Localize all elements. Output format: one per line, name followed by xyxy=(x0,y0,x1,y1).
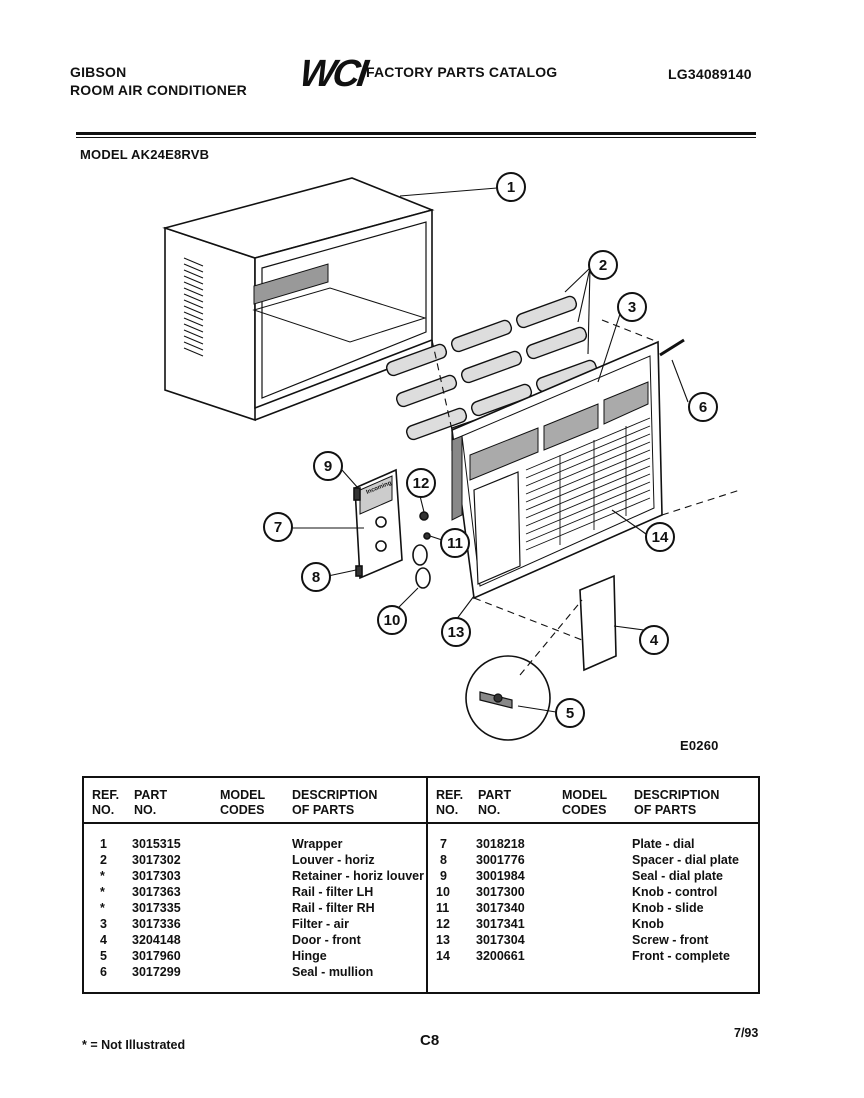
table-row-right: 9 xyxy=(440,869,447,883)
callout-14: 14 xyxy=(651,529,669,546)
header-desc-right: DESCRIPTION OF PARTS xyxy=(634,788,720,817)
part-description: Knob - control xyxy=(632,885,718,899)
wci-logo: WCI xyxy=(297,53,368,95)
callout-9: 9 xyxy=(323,458,333,475)
part-description: Plate - dial xyxy=(632,837,695,851)
part-description: Wrapper xyxy=(292,837,343,851)
hinge-detail-circle xyxy=(466,656,550,740)
table-row: * xyxy=(100,869,105,883)
table-row: 3 xyxy=(100,917,107,931)
catalog-title: FACTORY PARTS CATALOG xyxy=(366,64,558,80)
table-row-right: 10 xyxy=(436,885,450,899)
part-number: 3017304 xyxy=(476,933,525,947)
dial-plate-text: Incoming xyxy=(365,480,393,496)
part-number: 3015315 xyxy=(132,837,181,851)
header-part: PART NO. xyxy=(134,788,168,817)
callout-3: 3 xyxy=(627,299,637,316)
header-ref: REF. NO. xyxy=(92,788,120,817)
knob-control-drawing xyxy=(413,545,430,588)
mullion-seal-drawing xyxy=(660,340,684,355)
part-description: Seal - mullion xyxy=(292,965,374,979)
footnote: * = Not Illustrated xyxy=(82,1038,186,1052)
header-rule-bottom xyxy=(76,137,756,138)
catalog-number: LG34089140 xyxy=(668,66,752,82)
part-description: Retainer - horiz louver xyxy=(292,869,424,883)
part-number: 3017341 xyxy=(476,917,525,931)
part-description: Louver - horiz xyxy=(292,853,375,867)
callout-2: 2 xyxy=(598,257,608,274)
callout-4: 4 xyxy=(649,632,659,649)
table-row: * xyxy=(100,901,105,915)
page-number: C8 xyxy=(420,1032,440,1049)
model-line: MODEL AK24E8RVB xyxy=(80,147,210,162)
table-border-left xyxy=(82,776,84,994)
header-ref-right: REF. NO. xyxy=(436,788,464,817)
table-row: 1 xyxy=(100,837,107,851)
header-rule-top xyxy=(76,132,756,135)
door-drawing xyxy=(580,576,616,670)
table-row: 5 xyxy=(100,949,107,963)
table-row-right: 8 xyxy=(440,853,447,867)
figure-code: E0260 xyxy=(680,738,719,753)
part-description: Filter - air xyxy=(292,917,349,931)
part-number: 3204148 xyxy=(132,933,181,947)
header-part-right: PART NO. xyxy=(478,788,512,817)
callout-8: 8 xyxy=(311,569,321,586)
part-number: 3017300 xyxy=(476,885,525,899)
part-number: 3017299 xyxy=(132,965,181,979)
part-number: 3001776 xyxy=(476,853,525,867)
table-row: 6 xyxy=(100,965,107,979)
callout-1: 1 xyxy=(506,179,516,196)
part-description: Knob xyxy=(632,917,664,931)
header-model-right: MODEL CODES xyxy=(562,788,608,817)
callout-13: 13 xyxy=(447,624,465,641)
knob-11-drawing xyxy=(424,533,430,539)
part-number: 3017335 xyxy=(132,901,181,915)
exploded-parts-diagram xyxy=(0,160,864,780)
part-description: Hinge xyxy=(292,949,327,963)
wrapper-cabinet-drawing xyxy=(165,178,432,420)
callout-5: 5 xyxy=(565,705,575,722)
part-number: 3200661 xyxy=(476,949,525,963)
table-rule-header xyxy=(82,822,760,824)
callout-11: 11 xyxy=(447,535,463,552)
part-number: 3018218 xyxy=(476,837,525,851)
part-description: Seal - dial plate xyxy=(632,869,724,883)
product-name: ROOM AIR CONDITIONER xyxy=(70,82,247,98)
part-number: 3017336 xyxy=(132,917,181,931)
table-rule-top xyxy=(82,776,760,778)
brand-name: GIBSON xyxy=(70,64,127,80)
table-row-right: 13 xyxy=(436,933,450,947)
callout-6: 6 xyxy=(698,399,708,416)
part-description: Rail - filter LH xyxy=(292,885,374,899)
header-desc: DESCRIPTION OF PARTS xyxy=(292,788,378,817)
table-row-right: 7 xyxy=(440,837,447,851)
table-border-right xyxy=(758,776,760,994)
part-number: 3017340 xyxy=(476,901,525,915)
part-description: Spacer - dial plate xyxy=(632,853,739,867)
table-rule-bottom xyxy=(82,992,760,994)
header-model: MODEL CODES xyxy=(220,788,266,817)
table-row: * xyxy=(100,885,105,899)
part-description: Front - complete xyxy=(632,949,730,963)
part-number: 3001984 xyxy=(476,869,525,883)
part-number: 3017363 xyxy=(132,885,181,899)
table-divider xyxy=(426,776,428,994)
callout-12: 12 xyxy=(412,475,430,492)
part-description: Rail - filter RH xyxy=(292,901,375,915)
part-number: 3017302 xyxy=(132,853,181,867)
table-row-right: 12 xyxy=(436,917,450,931)
callout-10: 10 xyxy=(383,612,401,629)
part-description: Screw - front xyxy=(632,933,709,947)
callout-7: 7 xyxy=(273,519,283,536)
knob-12-drawing xyxy=(420,512,428,520)
table-row-right: 11 xyxy=(436,901,450,915)
part-number: 3017960 xyxy=(132,949,181,963)
table-row: 2 xyxy=(100,853,107,867)
part-description: Knob - slide xyxy=(632,901,704,915)
table-row-right: 14 xyxy=(436,949,450,963)
part-description: Door - front xyxy=(292,933,361,947)
table-row: 4 xyxy=(100,933,107,947)
catalog-date: 7/93 xyxy=(734,1026,759,1040)
part-number: 3017303 xyxy=(132,869,181,883)
